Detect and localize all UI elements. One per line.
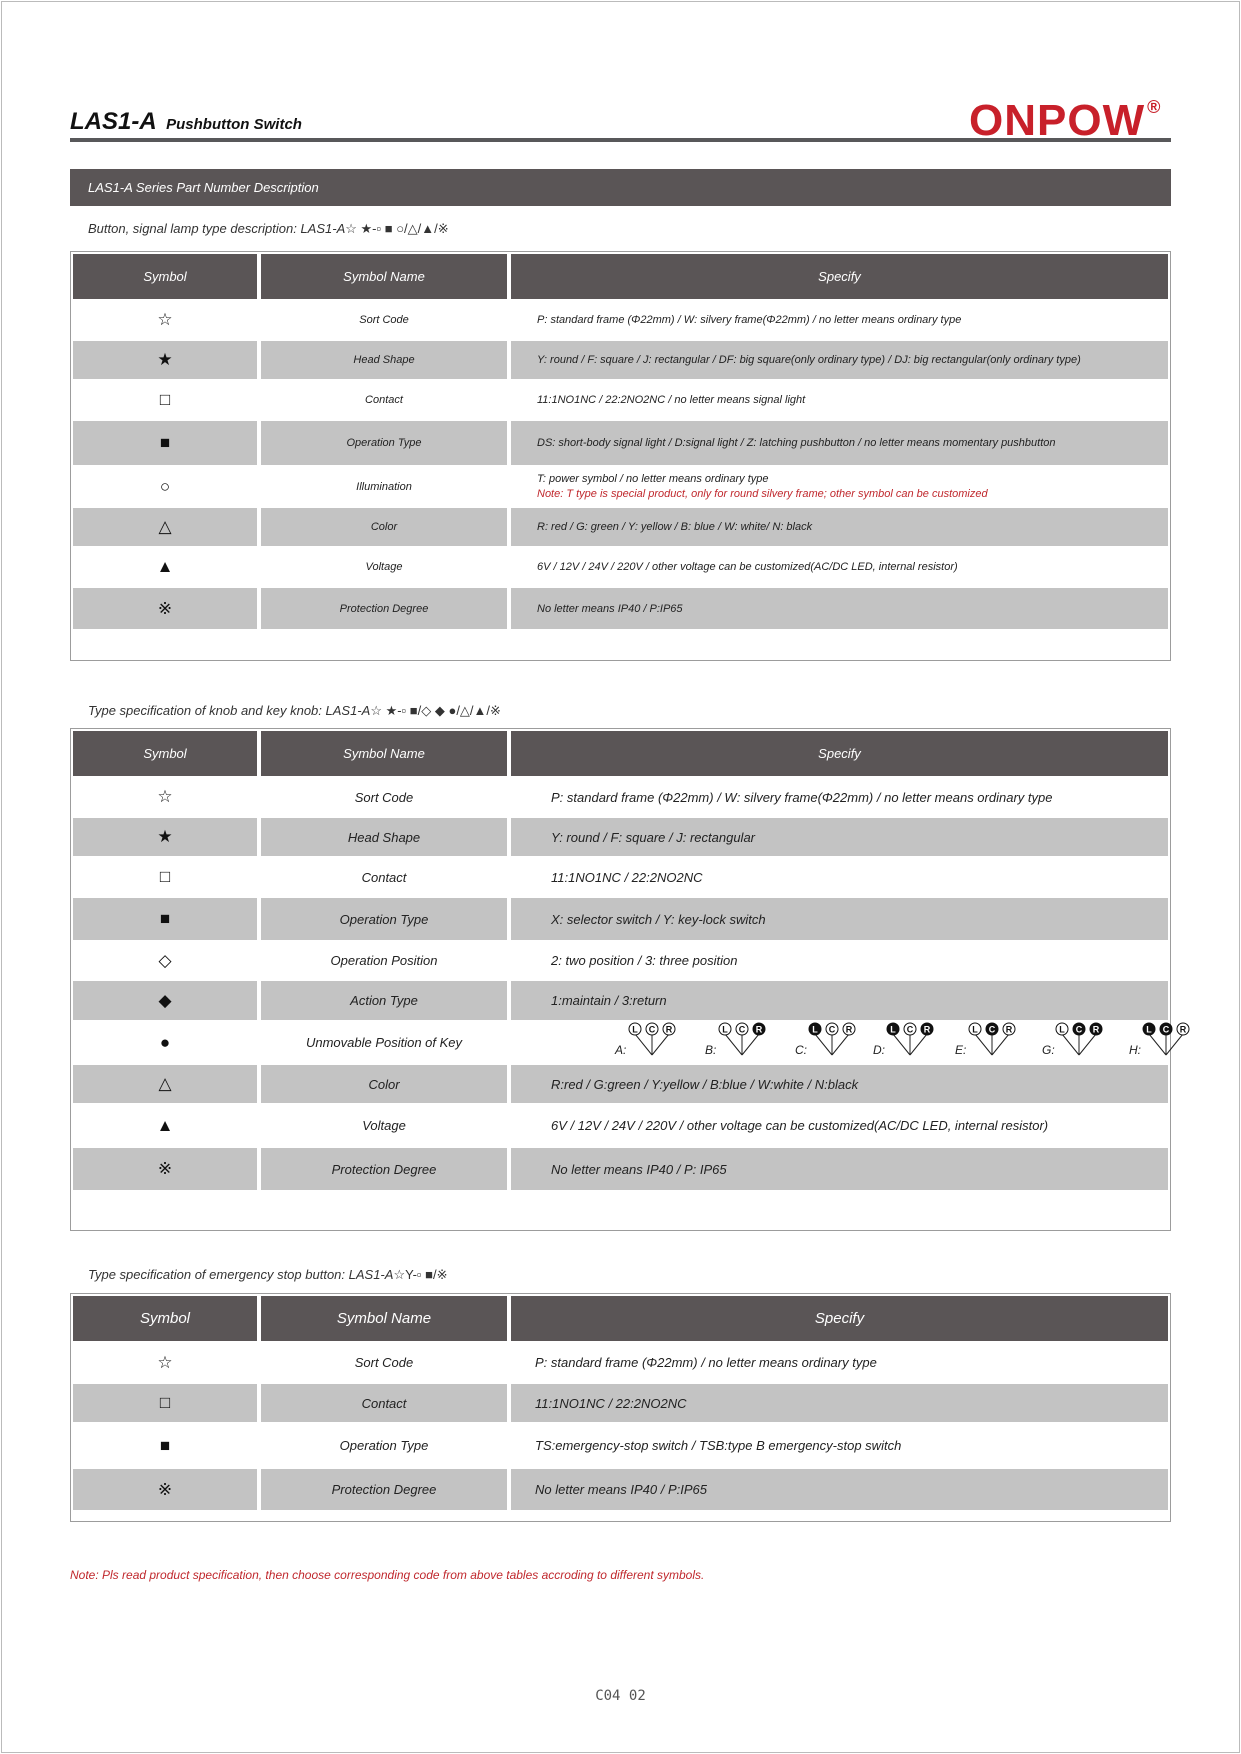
symbol-cell <box>73 778 257 816</box>
key-position-letter: C <box>738 1024 746 1035</box>
symbol-name-cell <box>261 942 507 979</box>
footnote: Note: Pls read product specification, then choose corresponding code from above tables accroding to different symbols. <box>70 1568 705 1582</box>
key-option <box>955 1022 1029 1060</box>
table-row <box>71 465 1170 506</box>
symbol-cell <box>73 421 257 465</box>
symbol-name: Action Type <box>350 993 418 1008</box>
specify-cell <box>511 548 1168 586</box>
key-option-label: E: <box>955 1043 967 1057</box>
key-position-letter: L <box>632 1024 638 1035</box>
key-position-letter: R <box>755 1024 763 1035</box>
symbol-glyph: □ <box>159 1393 171 1412</box>
table3-caption <box>88 1267 447 1283</box>
specify-text: 11:1NO1NC / 22:2NO2NC <box>535 1395 687 1411</box>
symbol-name-cell <box>261 341 507 379</box>
table-row <box>71 1467 1170 1510</box>
symbol-name-cell <box>261 1148 507 1190</box>
key-position-letter: C <box>1075 1024 1083 1035</box>
symbol-cell <box>73 1343 257 1382</box>
registered-mark: ® <box>1147 97 1162 118</box>
symbol-name-cell <box>261 588 507 629</box>
symbol-glyph: ■ <box>159 909 171 928</box>
symbol-name: Contact <box>361 1395 407 1411</box>
table-row <box>71 1146 1170 1190</box>
key-option-label: A: <box>615 1043 627 1057</box>
symbol-glyph: ▲ <box>156 1115 174 1135</box>
table-row <box>71 379 1170 419</box>
header-cell: Symbol Name <box>261 1296 507 1341</box>
symbol-glyph: ☆ <box>157 310 173 329</box>
key-position-line <box>1166 1034 1183 1055</box>
symbol-glyph: ○ <box>159 476 171 496</box>
key-position-letter: R <box>1179 1024 1187 1035</box>
specify-text: R: red / G: green / Y: yellow / B: blue / W: white/ N: black <box>537 521 813 533</box>
table2-caption-code: ☆ ★-▫ ■/◇ ◆ ●/△/▲/※ <box>370 703 501 718</box>
key-position-letter: C <box>828 1024 836 1035</box>
key-position-diagram <box>1139 1022 1193 1058</box>
key-position-line <box>652 1034 669 1055</box>
specify-text: 11:1NO1NC / 22:2NO2NC / no letter means signal light <box>537 394 806 406</box>
specify-cell <box>511 588 1168 629</box>
symbol-name: Contact <box>361 869 407 885</box>
key-position-line <box>992 1034 1009 1055</box>
symbol-glyph: ▲ <box>156 557 174 576</box>
symbol-cell <box>73 301 257 339</box>
specify-cell <box>511 1384 1168 1422</box>
section-title: LAS1-A Series Part Number Description <box>70 169 1171 206</box>
symbol-glyph: ◆ <box>158 990 172 1010</box>
table-row <box>71 1063 1170 1103</box>
header-cell: Specify <box>511 731 1168 776</box>
symbol-name-cell <box>261 548 507 586</box>
table-row <box>71 419 1170 465</box>
symbol-cell <box>73 1022 257 1063</box>
symbol-name-cell <box>261 421 507 465</box>
symbol-glyph: □ <box>159 390 171 409</box>
table-row <box>71 856 1170 896</box>
symbol-glyph: ※ <box>157 1479 173 1499</box>
table-row <box>71 586 1170 629</box>
symbol-name: Protection Degree <box>339 602 429 615</box>
specify-text: No letter means IP40 / P: IP65 <box>551 1161 727 1177</box>
symbol-name: Head Shape <box>347 829 421 845</box>
symbol-name-cell <box>261 381 507 419</box>
header-cell: Symbol <box>73 731 257 776</box>
symbol-glyph: ※ <box>157 598 173 618</box>
table-header-row <box>71 252 1170 299</box>
key-option <box>1129 1022 1203 1060</box>
symbol-name-cell <box>261 858 507 896</box>
table-row <box>71 896 1170 940</box>
symbol-name-cell <box>261 818 507 856</box>
table3-caption-code: ☆Y-▫ ■/※ <box>393 1267 448 1282</box>
symbol-glyph: ☆ <box>157 1352 173 1372</box>
symbol-name: Operation Type <box>339 911 429 927</box>
key-position-letter: L <box>1059 1024 1065 1035</box>
specify-cell <box>511 981 1168 1020</box>
key-position-diagram <box>883 1022 937 1058</box>
key-position-line <box>725 1034 742 1055</box>
key-option-label: C: <box>795 1043 807 1057</box>
symbol-name: Protection Degree <box>331 1161 437 1177</box>
key-position-letter: R <box>923 1024 931 1035</box>
specify-text: No letter means IP40 / P:IP65 <box>535 1482 707 1497</box>
table-header-row <box>71 729 1170 776</box>
header-cell: Symbol Name <box>261 731 507 776</box>
specify-cell <box>511 1424 1168 1467</box>
key-position-line <box>1149 1034 1166 1055</box>
symbol-glyph: ■ <box>159 1435 171 1455</box>
symbol-name: Sort Code <box>359 314 409 326</box>
specify-text: 11:1NO1NC / 22:2NO2NC <box>551 869 703 885</box>
key-option <box>615 1022 689 1060</box>
symbol-cell <box>73 942 257 979</box>
symbol-name: Sort Code <box>354 1355 414 1370</box>
symbol-name: Illumination <box>356 480 412 493</box>
logo-text: ONPOW <box>969 96 1146 145</box>
symbol-glyph: ★ <box>157 827 173 846</box>
model-name: LAS1-A <box>70 108 157 135</box>
specify-cell <box>511 778 1168 816</box>
key-position-letter: C <box>988 1024 996 1035</box>
table1-caption-text: Button, signal lamp type description: LAS1-A <box>88 221 346 236</box>
table-row <box>71 506 1170 546</box>
specify-text: DS: short-body signal light / D:signal light / Z: latching pushbutton / no letter means momentary pushbutton <box>537 437 1056 449</box>
key-position-line <box>975 1034 992 1055</box>
symbol-cell <box>73 1065 257 1103</box>
onpow-logo <box>969 96 1161 146</box>
key-position-diagram <box>625 1022 679 1058</box>
key-position-letter: R <box>845 1024 853 1035</box>
specify-text: 2: two position / 3: three position <box>551 953 738 968</box>
symbol-cell <box>73 588 257 629</box>
specify-text: 1:maintain / 3:return <box>551 993 667 1008</box>
key-position-letter: L <box>722 1024 728 1035</box>
symbol-cell <box>73 548 257 586</box>
symbol-name: Voltage <box>362 1118 406 1133</box>
symbol-cell <box>73 508 257 546</box>
key-option-label: H: <box>1129 1043 1141 1057</box>
symbol-name-cell <box>261 467 507 506</box>
key-position-line <box>893 1034 910 1055</box>
symbol-cell <box>73 898 257 940</box>
symbol-name: Color <box>368 1076 400 1092</box>
key-position-letter: C <box>906 1024 914 1035</box>
key-position-diagram <box>1052 1022 1106 1058</box>
symbol-cell <box>73 1384 257 1422</box>
symbol-name: Color <box>370 521 398 533</box>
symbol-glyph: △ <box>158 1074 172 1093</box>
header-cell: Specify <box>511 254 1168 299</box>
product-subtitle: Pushbutton Switch <box>166 116 302 133</box>
symbol-name-cell <box>261 1424 507 1467</box>
key-position-line <box>1062 1034 1079 1055</box>
table2-caption-text: Type specification of knob and key knob: LAS1-A <box>88 703 371 718</box>
table-row <box>71 1341 1170 1382</box>
symbol-cell <box>73 341 257 379</box>
symbol-cell <box>73 467 257 506</box>
specify-text: P: standard frame (Φ22mm) / no letter means ordinary type <box>535 1355 877 1370</box>
table-row <box>71 940 1170 979</box>
key-position-letter: L <box>972 1024 978 1035</box>
specify-cell <box>511 381 1168 419</box>
table-row <box>71 1103 1170 1146</box>
key-position-line <box>1079 1034 1096 1055</box>
key-position-diagram <box>805 1022 859 1058</box>
key-position-diagram <box>965 1022 1019 1058</box>
key-option <box>795 1022 869 1060</box>
table-row <box>71 546 1170 586</box>
symbol-cell <box>73 1424 257 1467</box>
specify-cell <box>511 467 1168 506</box>
key-position-letter: R <box>1092 1024 1100 1035</box>
symbol-glyph: ※ <box>157 1159 173 1178</box>
key-position-letter: R <box>665 1024 673 1035</box>
specify-cell <box>511 898 1168 940</box>
specify-text: 6V / 12V / 24V / 220V / other voltage can be customized(AC/DC LED, internal resistor) <box>551 1118 1049 1133</box>
header-cell: Symbol Name <box>261 254 507 299</box>
key-position-line <box>815 1034 832 1055</box>
specify-cell <box>511 421 1168 465</box>
key-position-letter: L <box>890 1024 896 1035</box>
specify-cell <box>511 301 1168 339</box>
table-row <box>71 816 1170 856</box>
table2-caption <box>88 703 501 719</box>
symbol-name-cell <box>261 1469 507 1510</box>
table-knob-key-knob <box>70 728 1187 1231</box>
specify-cell <box>511 1148 1168 1190</box>
table-row <box>71 299 1170 339</box>
symbol-name: Voltage <box>365 561 403 573</box>
header-cell: Symbol <box>73 254 257 299</box>
symbol-glyph: ■ <box>159 433 171 452</box>
specify-text: T: power symbol / no letter means ordinary type <box>537 473 769 485</box>
specify-cell <box>511 818 1168 856</box>
symbol-name: Unmovable Position of Key <box>305 1035 463 1050</box>
key-option-label: D: <box>873 1043 885 1057</box>
specify-text: P: standard frame (Φ22mm) / W: silvery frame(Φ22mm) / no letter means ordinary type <box>551 789 1053 805</box>
specify-text: Y: round / F: square / J: rectangular <box>551 829 756 845</box>
symbol-name: Protection Degree <box>331 1482 437 1497</box>
table-row <box>71 1422 1170 1467</box>
symbol-name: Contact <box>365 394 403 406</box>
symbol-name-cell <box>261 508 507 546</box>
header-cell: Symbol <box>73 1296 257 1341</box>
key-position-letter: L <box>1146 1024 1152 1035</box>
key-position-letter: C <box>1162 1024 1170 1035</box>
specify-cell <box>511 508 1168 546</box>
symbol-name-cell <box>261 1022 507 1063</box>
table-row <box>71 776 1170 816</box>
symbol-cell <box>73 1105 257 1146</box>
table-row <box>71 979 1170 1020</box>
key-position-line <box>635 1034 652 1055</box>
key-option-label: G: <box>1042 1043 1055 1057</box>
key-position-letter: R <box>1005 1024 1013 1035</box>
specify-text: TS:emergency-stop switch / TSB:type B emergency-stop switch <box>535 1438 902 1453</box>
key-option-label: B: <box>705 1043 717 1057</box>
key-position-line <box>832 1034 849 1055</box>
symbol-cell <box>73 981 257 1020</box>
specify-text: 6V / 12V / 24V / 220V / other voltage can be customized(AC/DC LED, internal resistor) <box>537 561 958 573</box>
symbol-name-cell <box>261 1105 507 1146</box>
table-button-signal-lamp <box>70 251 1171 661</box>
symbol-name: Operation Type <box>339 1438 429 1453</box>
table-row <box>71 1382 1170 1422</box>
key-option <box>1042 1022 1116 1060</box>
symbol-name: Sort Code <box>354 789 414 805</box>
header-cell: Specify <box>511 1296 1168 1341</box>
specify-cell <box>511 1065 1168 1103</box>
page-number: C04 02 <box>595 1688 646 1704</box>
key-option <box>705 1022 779 1060</box>
symbol-cell <box>73 818 257 856</box>
table3-caption-text: Type specification of emergency stop button: LAS1-A <box>88 1267 394 1282</box>
specify-cell <box>511 1469 1168 1510</box>
specify-text: R:red / G:green / Y:yellow / B:blue / W:white / N:black <box>551 1076 859 1092</box>
symbol-name-cell <box>261 898 507 940</box>
symbol-glyph: □ <box>159 867 171 886</box>
page-title <box>70 108 302 136</box>
key-position-letter: C <box>648 1024 656 1035</box>
symbol-cell <box>73 1469 257 1510</box>
table-header-row <box>71 1294 1170 1341</box>
table1-caption-code: ☆ ★-▫ ■ ○/△/▲/※ <box>345 221 449 236</box>
symbol-cell <box>73 858 257 896</box>
symbol-name-cell <box>261 1065 507 1103</box>
specify-note: Note: T type is special product, only for round silvery frame; other symbol can be customized <box>537 488 988 500</box>
symbol-name-cell <box>261 1384 507 1422</box>
key-option <box>873 1022 947 1060</box>
table-row <box>71 1020 1187 1063</box>
symbol-glyph: ● <box>159 1032 171 1052</box>
key-position-diagram <box>715 1022 769 1058</box>
symbol-name: Operation Type <box>346 437 422 449</box>
specify-cell <box>511 942 1168 979</box>
specify-text: P: standard frame (Φ22mm) / W: silvery frame(Φ22mm) / no letter means ordinary type <box>537 314 962 326</box>
symbol-name-cell <box>261 1343 507 1382</box>
symbol-glyph: ★ <box>157 350 173 369</box>
symbol-glyph: △ <box>158 517 172 536</box>
table-emergency-stop <box>70 1293 1171 1522</box>
symbol-cell <box>73 381 257 419</box>
symbol-name: Head Shape <box>353 354 415 366</box>
symbol-name-cell <box>261 301 507 339</box>
symbol-name-cell <box>261 981 507 1020</box>
specify-text: No letter means IP40 / P:IP65 <box>537 602 683 615</box>
specify-cell <box>511 341 1168 379</box>
symbol-cell <box>73 1148 257 1190</box>
symbol-name-cell <box>261 778 507 816</box>
symbol-glyph: ☆ <box>157 787 173 806</box>
specify-cell <box>511 858 1168 896</box>
specify-cell <box>511 1105 1168 1146</box>
table-row <box>71 339 1170 379</box>
key-position-line <box>742 1034 759 1055</box>
key-position-letter: L <box>812 1024 818 1035</box>
specify-text: Y: round / F: square / J: rectangular / DF: big square(only ordinary type) / DJ: big rectangular(only ordinary type) <box>537 354 1081 366</box>
symbol-name: Operation Position <box>330 953 438 968</box>
symbol-glyph: ◇ <box>158 950 172 970</box>
table1-caption <box>88 221 449 237</box>
key-position-line <box>910 1034 927 1055</box>
specify-cell <box>511 1343 1168 1382</box>
specify-text: X: selector switch / Y: key-lock switch <box>551 911 766 927</box>
